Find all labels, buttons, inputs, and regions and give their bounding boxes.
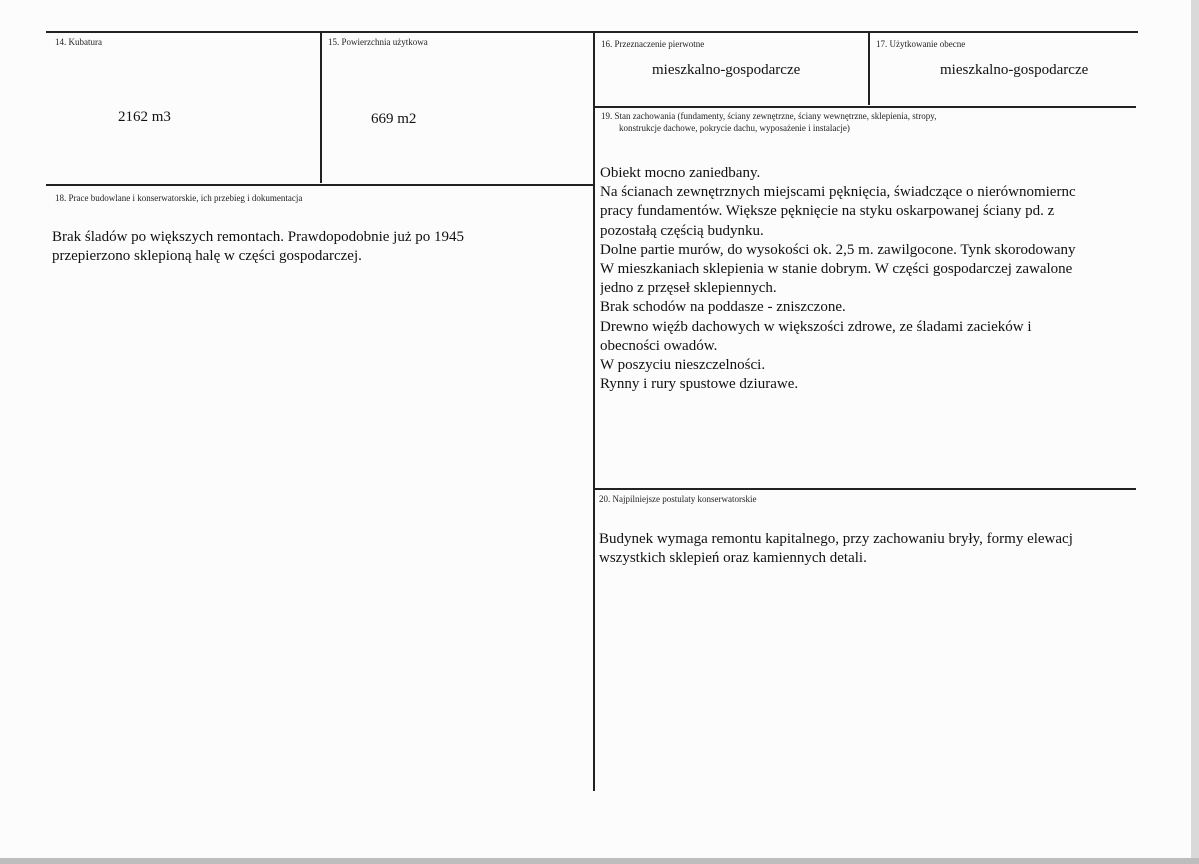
field-18-line: Brak śladów po większych remontach. Prawdopodobnie już po 1945 (52, 229, 464, 245)
field-20-label: 20. Najpilniejsze postulaty konserwatorskie (599, 494, 757, 504)
field-18-text (52, 228, 587, 266)
field-16-label: 16. Przeznaczenie pierwotne (601, 39, 705, 49)
rule-above-19 (595, 106, 1136, 108)
divider-14-15 (320, 31, 322, 183)
field-20-text (599, 530, 1137, 568)
field-19-line: pracy fundamentów. Większe pęknięcie na styku oskarpowanej ściany pd. z (600, 203, 1055, 220)
field-20-line: Budynek wymaga remontu kapitalnego, przy zachowaniu bryły, formy elewacj (599, 531, 1073, 547)
field-19-label: 19. Stan zachowania (fundamenty, ściany zewnętrzne, ściany wewnętrzne, sklepienia, stropy, (601, 111, 937, 121)
field-19-line: Drewno więźb dachowych w większości zdrowe, ze śladami zacieków i (600, 318, 1032, 335)
field-20-line: wszystkich sklepień oraz kamiennych detali. (599, 550, 867, 567)
field-19-line: Dolne partie murów, do wysokości ok. 2,5 m. zawilgocone. Tynk skorodowany (600, 241, 1076, 258)
field-19-line: W mieszkaniach sklepienia w stanie dobrym. W części gospodarczej zawalone (600, 261, 1073, 278)
field-14-value: 2162 m3 (118, 109, 171, 125)
field-17-label: 17. Użytkowanie obecne (876, 39, 966, 49)
field-16-value: mieszkalno-gospodarcze (652, 62, 801, 78)
field-19-line: Na ścianach zewnętrznych miejscami pęknięcia, świadczące o nierównomiernc (600, 184, 1076, 201)
field-19-line: W poszyciu nieszczelności. (600, 357, 766, 374)
field-19-line: obecności owadów. (600, 337, 718, 354)
field-15-label: 15. Powierzchnia użytkowa (328, 37, 428, 47)
field-19-line: pozostałą częścią budynku. (600, 222, 764, 239)
rule-above-18 (46, 184, 595, 186)
field-19-line: jedno z przęseł sklepiennych. (600, 280, 777, 297)
top-rule (46, 31, 1138, 33)
field-14-label: 14. Kubatura (55, 37, 102, 47)
field-15-value: 669 m2 (371, 111, 417, 127)
field-19-line: Rynny i rury spustowe dziurawe. (600, 376, 799, 393)
field-19-text (600, 164, 1138, 394)
field-18-line: przepierzono sklepioną halę w części gospodarczej. (52, 248, 362, 265)
divider-main (593, 31, 595, 791)
field-19-line: Brak schodów na poddasze - zniszczone. (600, 299, 846, 316)
rule-above-20 (595, 488, 1136, 490)
field-19-line: Obiekt mocno zaniedbany. (600, 165, 761, 181)
field-19-label-cont: konstrukcje dachowe, pokrycie dachu, wyposażenie i instalacje) (619, 123, 850, 133)
field-17-value: mieszkalno-gospodarcze (940, 62, 1089, 78)
divider-16-17 (868, 31, 870, 105)
scan-edge-right (1191, 0, 1199, 864)
field-18-label: 18. Prace budowlane i konserwatorskie, ich przebieg i dokumentacja (55, 193, 303, 203)
scan-edge-bottom (0, 858, 1199, 864)
